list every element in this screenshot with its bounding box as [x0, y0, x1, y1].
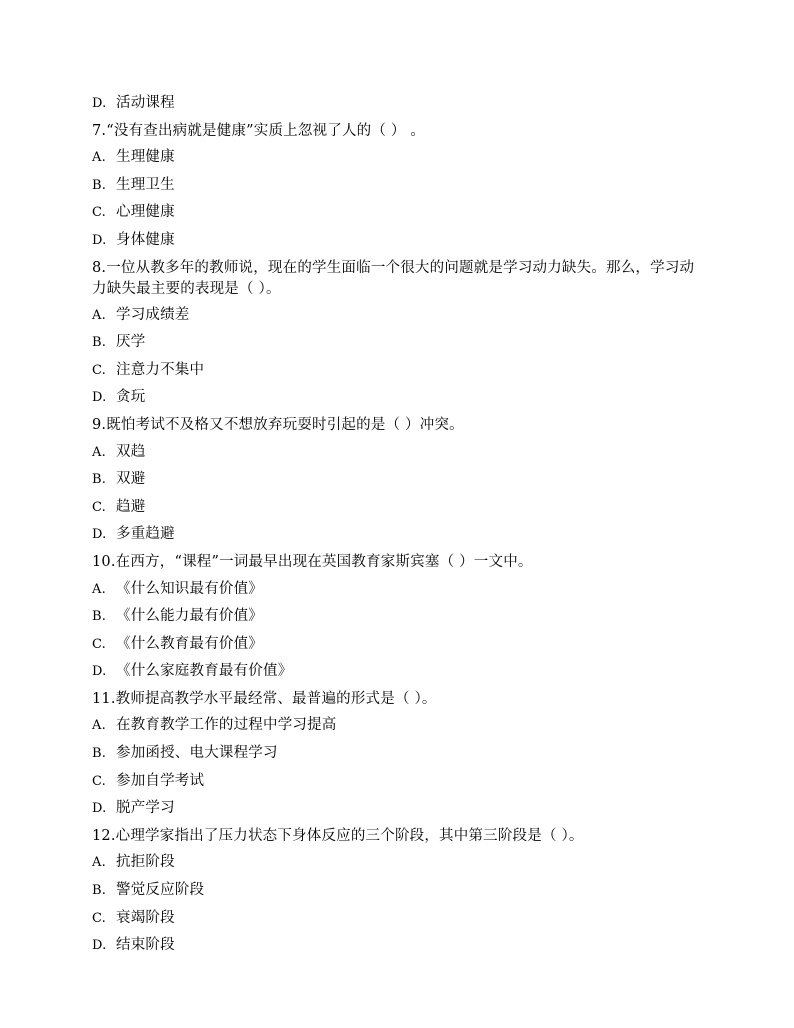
answer-option [92, 712, 704, 740]
answer-option [92, 631, 704, 659]
answer-option [92, 795, 704, 823]
answer-option [92, 357, 704, 385]
option-letter: C. [92, 773, 107, 789]
option-text: 警觉反应阶段 [116, 882, 205, 899]
question-stem: 11.教师提高教学水平最经常、最普遍的形式是（ ）。 [92, 690, 437, 707]
option-letter: B. [92, 609, 107, 625]
answer-option [92, 521, 704, 549]
option-letter: A. [92, 855, 106, 871]
answer-option [92, 932, 704, 960]
question-list [92, 90, 704, 960]
option-text: 双避 [116, 471, 146, 488]
answer-option [92, 302, 704, 330]
option-text: 脱产学习 [116, 800, 175, 817]
option-letter: D. [92, 96, 107, 111]
answer-option [92, 199, 704, 227]
option-letter: B. [92, 746, 107, 762]
option-text: 《什么教育最有价值》 [116, 635, 263, 652]
answer-option [92, 658, 704, 686]
option-text: 心理健康 [116, 204, 175, 221]
option-letter: D. [92, 938, 107, 954]
answer-option [92, 172, 704, 200]
option-text: 《什么知识最有价值》 [116, 580, 263, 597]
option-letter: C. [92, 636, 107, 652]
option-text: 结束阶段 [116, 937, 175, 954]
option-text: 在教育教学工作的过程中学习提高 [116, 717, 337, 734]
option-letter: A. [92, 581, 106, 597]
option-letter: C. [92, 362, 107, 378]
answer-option [92, 466, 704, 494]
option-letter: B. [92, 177, 107, 193]
option-letter: D. [92, 390, 107, 406]
option-letter: C. [92, 910, 107, 926]
answer-option [92, 494, 704, 522]
answer-option [92, 849, 704, 877]
answer-option [92, 576, 704, 604]
option-text: 趋避 [116, 498, 146, 515]
option-text: 多重趋避 [116, 526, 175, 543]
option-letter: A. [92, 718, 106, 734]
answer-option [92, 740, 704, 768]
option-letter: B. [92, 335, 107, 351]
option-text: 身体健康 [116, 231, 175, 248]
option-letter: A. [92, 150, 106, 166]
answer-option [92, 603, 704, 631]
answer-option [92, 227, 704, 255]
answer-option [92, 329, 704, 357]
question-stem: 7.“没有查出病就是健康”实质上忽视了人的（ ） 。 [92, 122, 426, 139]
answer-option [92, 144, 704, 172]
option-letter: B. [92, 883, 107, 899]
option-letter: C. [92, 205, 107, 221]
option-text: 衰竭阶段 [116, 909, 175, 926]
option-text: 《什么能力最有价值》 [116, 608, 263, 625]
answer-option [92, 384, 704, 412]
option-text: 生理卫生 [116, 176, 175, 193]
answer-option [92, 768, 704, 796]
question-stem: 8.一位从教多年的教师说，现在的学生面临一个很大的问题就是学习动力缺失。那么，学习动力缺失最主要的表现是（ ）。 [92, 259, 695, 297]
answer-option [92, 90, 704, 118]
option-text: 厌学 [116, 334, 146, 351]
option-text: 贪玩 [116, 389, 146, 406]
option-letter: C. [92, 499, 107, 515]
option-text: 《什么家庭教育最有价值》 [116, 663, 293, 680]
answer-option [92, 439, 704, 467]
option-letter: D. [92, 527, 107, 543]
option-text: 双趋 [116, 443, 146, 460]
answer-option [92, 877, 704, 905]
question-stem: 9.既怕考试不及格又不想放弃玩耍时引起的是（ ）冲突。 [92, 416, 464, 433]
option-text: 活动课程 [116, 95, 175, 111]
option-letter: A. [92, 444, 106, 460]
option-letter: D. [92, 801, 107, 817]
option-letter: D. [92, 664, 107, 680]
option-text: 注意力不集中 [116, 361, 205, 378]
option-text: 抗拒阶段 [116, 854, 175, 871]
option-letter: B. [92, 472, 107, 488]
option-letter: A. [92, 307, 106, 323]
option-text: 参加函授、电大课程学习 [116, 745, 278, 762]
option-letter: D. [92, 232, 107, 248]
option-text: 参加自学考试 [116, 772, 205, 789]
question-stem: 12.心理学家指出了压力状态下身体反应的三个阶段，其中第三阶段是（ ）。 [92, 827, 584, 844]
option-text: 生理健康 [116, 149, 175, 166]
answer-option [92, 905, 704, 933]
option-text: 学习成绩差 [116, 306, 190, 323]
question-stem: 10.在西方，“课程”一词最早出现在英国教育家斯宾塞（ ）一文中。 [92, 553, 533, 570]
